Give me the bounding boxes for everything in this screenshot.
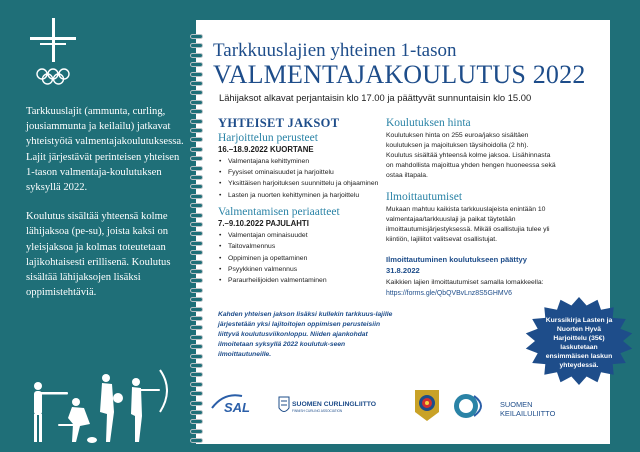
part2-title: Valmentamisen periaatteet — [218, 206, 340, 219]
notebook-ring — [190, 147, 203, 152]
notebook-ring — [190, 344, 203, 349]
keilailu-logo-text: SUOMEN KEILAILULIITTO — [500, 400, 556, 418]
list-item: • Yksittäisen harjoituksen suunnittelu ja ohjaaminen — [218, 179, 388, 189]
notebook-ring — [190, 325, 203, 330]
notebook-ring — [190, 53, 203, 58]
registration-text: Mukaan mahtuu kaikista tarkkuuslajeista enintään 10 valmentajaa/tarkkuuslaji ja paikat täytetään ilmoittautumisjärjestyksessä. Mikäli osallistujia tulee yli kiintiön, lajiliitot valitsevat osallistujat. — [386, 206, 550, 243]
notebook-ring — [190, 391, 203, 396]
archery-target-icon — [414, 388, 440, 422]
keilailu-logo — [500, 400, 570, 418]
notebook-ring — [190, 203, 203, 208]
badge-text: Kurssikirja Lasten ja Nuorten Hyvä Harjoittelu (35€) laskutetaan ensimmäisen laskun yhteydessä. — [545, 317, 613, 370]
notebook-ring — [190, 175, 203, 180]
notebook-ring — [190, 260, 203, 265]
notebook-ring — [190, 222, 203, 227]
notebook-ring — [190, 62, 203, 67]
notebook-ring — [190, 90, 203, 95]
curling-logo-subtitle: FINNISH CURLING ASSOCIATION — [292, 409, 343, 413]
list-item: • Oppiminen ja opettaminen — [218, 254, 388, 264]
intro-text — [26, 104, 186, 314]
notebook-ring — [190, 72, 203, 77]
athlete-silhouettes — [28, 368, 168, 448]
notebook-ring — [190, 213, 203, 218]
notebook-ring — [190, 100, 203, 105]
list-item: • Psyykkinen valmennus — [218, 265, 388, 275]
notebook-ring — [190, 382, 203, 387]
notebook-ring — [190, 288, 203, 293]
intro-paragraph-2: Koulutus sisältää yhteensä kolme lähijaksoa (pe-su), joista kaksi on yleisjaksoa ja kolmas toteutetaan lajikohtaisesti erillisenä. Koulutus sisältää lähijaksojen lisäksi oppimistehtäviä. — [26, 211, 171, 299]
curling-crest-icon — [278, 396, 290, 416]
notebook-ring — [190, 401, 203, 406]
notebook-ring — [190, 278, 203, 283]
notebook-ring — [190, 34, 203, 39]
title-line-2: VALMENTAJAKOULUTUS 2022 — [213, 60, 586, 89]
list-item: • Valmentajan ominaisuudet — [218, 231, 388, 241]
part1-list — [218, 157, 388, 200]
part1-date: 16.–18.9.2022 KUORTANE — [218, 145, 314, 154]
price-text: Koulutuksen hinta on 255 euroa/jakso sisältäen koulutuksen ja majoituksen täysihoidolla (2 hh). Koulutus sisältää yhteensä kolme jaksoa. Lisähinnasta on mahdollista majoittua yhden hengen huoneessa sekä ostaa iltapala. — [386, 132, 556, 179]
notebook-ring — [190, 128, 203, 133]
notebook-ring — [190, 166, 203, 171]
registration-form-text: Kaikkien lajien ilmoittautumiset samalla lomakkeella: — [386, 279, 544, 286]
notebook-ring — [190, 109, 203, 114]
notebook-ring — [190, 269, 203, 274]
notebook-ring — [190, 438, 203, 443]
title-line-1: Tarkkuuslajien yhteinen 1-tason — [213, 40, 457, 61]
notebook-ring — [190, 429, 203, 434]
notebook-ring — [190, 184, 203, 189]
logo-row — [210, 388, 610, 428]
lajijakso-note: Kahden yhteisen jakson lisäksi kullekin tarkkuus-lajille järjestetään yksi lajitoitojen oppimisen perusteisiin liittyvä koulutusviikonloppu. Niiden ajankohdat ilmoitetaan syksyllä 2022 koulutuk-seen ilmoittautuneille. — [218, 311, 393, 358]
keilailu-logo-icon — [452, 392, 492, 420]
list-item: • Valmentajana kehittyminen — [218, 157, 388, 167]
notebook-ring — [190, 231, 203, 236]
notebook-ring — [190, 194, 203, 199]
part2-date: 7.–9.10.2022 PAJULAHTI — [218, 219, 309, 229]
registration-deadline: Ilmoittautuminen koulutukseen päättyy 31.8.2022 — [386, 255, 527, 275]
notebook-ring — [190, 43, 203, 48]
notebook-ring — [190, 316, 203, 321]
common-heading: YHTEISET JAKSOT — [218, 116, 340, 130]
price-heading: Koulutuksen hinta — [386, 117, 471, 129]
notebook-ring — [190, 81, 203, 86]
curling-logo: SUOMEN CURLINGLIITTO — [292, 401, 377, 408]
sal-logo: SAL — [224, 400, 250, 415]
notebook-ring — [190, 119, 203, 124]
notebook-ring — [190, 354, 203, 359]
notebook-ring — [190, 410, 203, 415]
notebook-ring — [190, 250, 203, 255]
registration-heading: Ilmoittautumiset — [386, 191, 463, 203]
subtitle: Lähijaksot alkavat perjantaisin klo 17.00 ja päättyvät sunnuntaisin klo 15.00 — [219, 92, 532, 103]
notebook-ring — [190, 363, 203, 368]
notebook-ring — [190, 335, 203, 340]
notebook-ring — [190, 137, 203, 142]
olympic-logo — [28, 18, 78, 90]
intro-paragraph-1: Tarkkuuslajit (ammunta, curling, jousiammunta ja keilailu) jatkavat yhteistyötä valmentajakoulutuksessa. Lajit järjestävät perinteisen yhteisen 1-tason valmentaja-koulutuksen syksyllä 2022. — [26, 106, 184, 194]
notebook-ring — [190, 307, 203, 312]
notebook-ring — [190, 297, 203, 302]
list-item: • Taitovalmennus — [218, 242, 388, 252]
part1-title: Harjoittelun perusteet — [218, 132, 318, 144]
notebook-ring — [190, 372, 203, 377]
notebook-rings — [196, 20, 210, 444]
notebook-ring — [190, 419, 203, 424]
list-item: • Paraurheilijoiden valmentaminen — [218, 276, 388, 286]
list-item: • Lasten ja nuorten kehittyminen ja harjoittelu — [218, 191, 388, 201]
common-sections — [218, 116, 388, 287]
part2-list — [218, 231, 388, 285]
info-column — [386, 116, 556, 297]
list-item: • Fyysiset ominaisuudet ja harjoittelu — [218, 168, 388, 178]
notebook-ring — [190, 241, 203, 246]
notebook-ring — [190, 156, 203, 161]
registration-link[interactable]: https://forms.gle/QbQVBvLnz8S5GHMV6 — [386, 290, 512, 297]
